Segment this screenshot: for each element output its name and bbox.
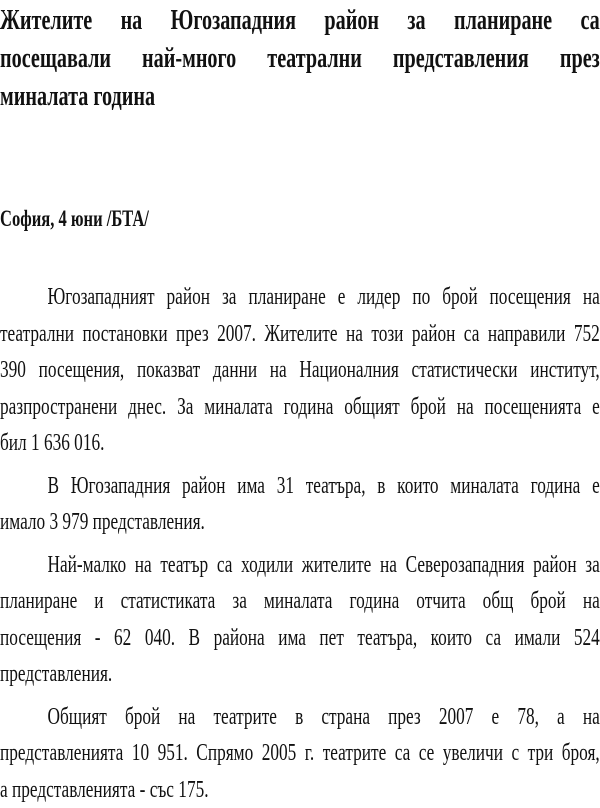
text-line: а представленията - със 175. (0, 772, 600, 808)
paragraph (0, 279, 600, 462)
text-line: представленията 10 951. Спрямо 2005 г. театрите са се увеличи с три броя, (0, 735, 600, 772)
title-line: миналата година (0, 78, 600, 116)
paragraph (0, 468, 600, 541)
text-line: театрални постановки през 2007. Жителите на този район са направили 752 (0, 316, 600, 353)
text-line: имало 3 979 представления. (0, 504, 600, 541)
text-line: представления. (0, 656, 600, 693)
paragraph (0, 547, 600, 693)
text-line: бил 1 636 016. (0, 425, 600, 462)
dateline: София, 4 юни /БТА/ (0, 205, 600, 233)
paragraph (0, 699, 600, 808)
title-line: посещавали най-много театрални представления през (0, 40, 600, 78)
text-line: В Югозападния район има 31 театъра, в които миналата година е (0, 468, 600, 505)
title-line: Жителите на Югозападния район за планиране са (0, 2, 600, 40)
text-line: планиране и статистиката за миналата година отчита общ брой на (0, 583, 600, 620)
article-title (0, 2, 600, 116)
text-line: посещения - 62 040. В района има пет театъра, които са имали 524 (0, 620, 600, 657)
text-line: Най-малко на театър са ходили жителите на Северозападния район за (0, 547, 600, 584)
text-line: разпространени днес. За миналата година общият брой на посещенията е (0, 389, 600, 426)
text-line: 390 посещения, показват данни на Националния статистически институт, (0, 352, 600, 389)
text-line: Общият брой на театрите в страна през 2007 е 78, а на (0, 699, 600, 736)
text-line: Югозападният район за планиране е лидер по брой посещения на (0, 279, 600, 316)
article-body (0, 279, 600, 808)
